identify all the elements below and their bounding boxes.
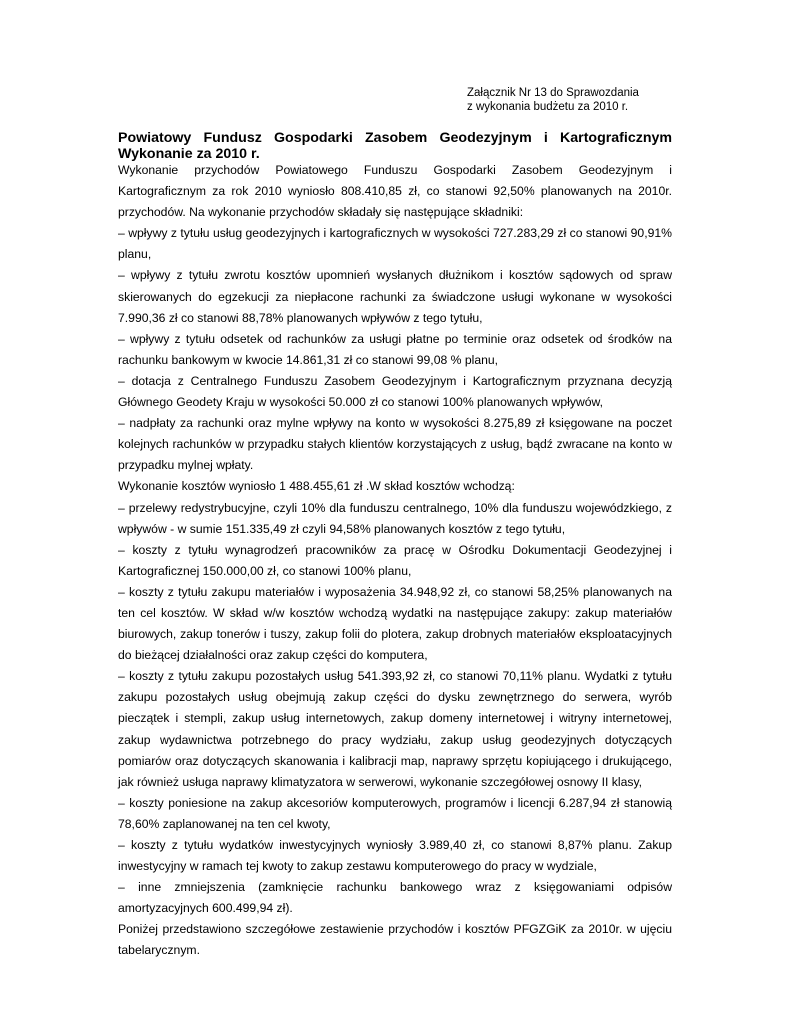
document-subtitle: Wykonanie za 2010 r. [118, 146, 260, 162]
paragraph: Wykonanie przychodów Powiatowego Funduszu Gospodarki Zasobem Geodezyjnym i Kartograficznym za rok 2010 wyniosło 808.410,85 zł, co stanowi 92,50% planowanych na 2010r. przychodów. Na wykonanie przychodów składały się następujące składniki: [118, 163, 672, 220]
paragraph: – wpływy z tytułu usług geodezyjnych i kartograficznych w wysokości 727.283,29 zł co stanowi 90,91% planu, [118, 226, 672, 262]
paragraph: – wpływy z tytułu zwrotu kosztów upomnień wysłanych dłużnikom i kosztów sądowych od spraw skierowanych do egzekucji za niepłacone rachunki za świadczone usługi wykonane w wysokości 7.990,36 zł co stanowi 88,78% planowanych wpływów z tego tytułu, [118, 268, 672, 325]
paragraph: – przelewy redystrybucyjne, czyli 10% dla funduszu centralnego, 10% dla funduszu wojewódzkiego, z wpływów - w sumie 151.335,49 zł czyli 94,58% planowanych kosztów z tego tytułu, [118, 500, 672, 536]
annex-line-2: z wykonania budżetu za 2010 r. [467, 101, 629, 113]
paragraph: – dotacja z Centralnego Funduszu Zasobem Geodezyjnym i Kartograficznym przyznana decyzją Głównego Geodety Kraju w wysokości 50.000 zł co stanowi 100% planowanych wpływów, [118, 373, 672, 410]
paragraph: – koszty z tytułu zakupu materiałów i wyposażenia 34.948,92 zł, co stanowi 58,25% planowanych na ten cel kosztów. W skład w/w kosztów wchodzą wydatki na następujące zakupy: zakup materiałów biurowych, zakup tonerów i tuszy, zakup folii do plotera, zakup drobnych materiałów eksploatacyjnych do bieżącej działalności oraz zakup części do komputera, [118, 584, 672, 663]
paragraph: – koszty z tytułu zakupu pozostałych usług 541.393,92 zł, co stanowi 70,11% planu. Wydatki z tytułu zakupu pozostałych usług obejmują zakup części do dysku zewnętrznego do serwera, wyrób pieczątek i stempli, zakup usług internetowych, zakup domeny internetowej i witryny internetowej, zakup wydawnictwa potrzebnego do pracy wydziału, zakup usług geodezyjnych dotyczących pomiarów oraz dotyczących skanowania i kalibracji map, naprawy sprzętu kopiującego i drukującego, jak również usługa naprawy klimatyzatora w serwerowi, wykonanie szczegółowej osnowy II klasy, [118, 669, 672, 789]
annex-note [467, 86, 639, 114]
annex-line-1: Załącznik Nr 13 do Sprawozdania [467, 87, 639, 99]
paragraph: Poniżej przedstawiono szczegółowe zestawienie przychodów i kosztów PFGZGiK za 2010r. w ujęciu tabelarycznym. [118, 922, 672, 958]
paragraph: – koszty z tytułu wynagrodzeń pracowników za pracę w Ośrodku Dokumentacji Geodezyjnej i Kartograficznej 150.000,00 zł, co stanowi 100% planu, [118, 542, 672, 578]
document-title: Powiatowy Fundusz Gospodarki Zasobem Geodezyjnym i Kartograficznym [118, 130, 672, 146]
paragraph: – nadpłaty za rachunki oraz mylne wpływy na konto w wysokości 8.275,89 zł księgowane na poczet kolejnych rachunków w przypadku stałych klientów korzystających z usług, bądź zwracane na konto w przypadku mylnej wpłaty. [118, 416, 672, 473]
paragraph: – inne zmniejszenia (zamknięcie rachunku bankowego wraz z księgowaniami odpisów amortyzacyjnych 600.499,94 zł). [118, 880, 672, 916]
paragraph: – koszty z tytułu wydatków inwestycyjnych wyniosły 3.989,40 zł, co stanowi 8,87% planu. Zakup inwestycyjny w ramach tej kwoty to zakup zestawu komputerowego do pracy w wydziale, [118, 838, 672, 874]
paragraph: Wykonanie kosztów wyniosło 1 488.455,61 zł .W skład kosztów wchodzą: [118, 479, 515, 494]
document-body [118, 160, 672, 962]
paragraph: – koszty poniesione na zakup akcesoriów komputerowych, programów i licencji 6.287,94 zł stanowią 78,60% zaplanowanej na ten cel kwoty, [118, 795, 672, 831]
paragraph: – wpływy z tytułu odsetek od rachunków za usługi płatne po terminie oraz odsetek od środków na rachunku bankowym w kwocie 14.861,31 zł co stanowi 99,08 % planu, [118, 331, 672, 367]
